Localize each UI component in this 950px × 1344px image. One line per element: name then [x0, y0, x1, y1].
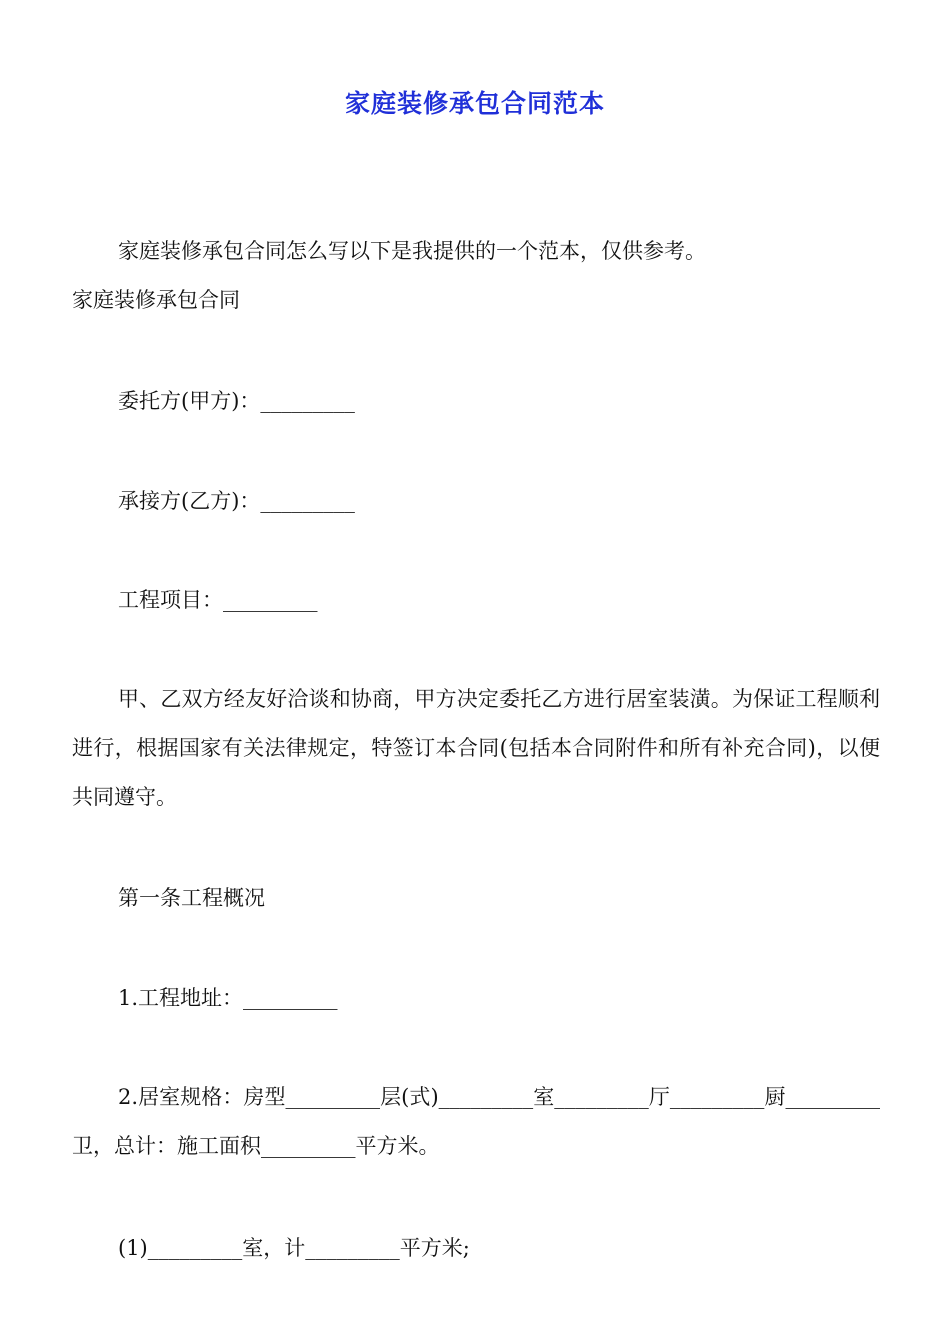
party-b-line: 承接方(乙方)：_________	[118, 489, 355, 513]
intro-paragraph: 家庭装修承包合同怎么写以下是我提供的一个范本，仅供参考。	[118, 239, 706, 263]
project-line: 工程项目：_________	[118, 588, 318, 612]
room-sub-item-1: (1)_________室，计_________平方米;	[118, 1236, 470, 1260]
address-line: 1.工程地址：_________	[118, 986, 338, 1010]
party-a-line: 委托方(甲方)：_________	[118, 389, 355, 413]
room-spec-paragraph: 2.居室规格：房型_________层(式)_________室_________厅_________厨_________卫，总计：施工面积_________平方米。	[72, 1085, 880, 1158]
document-title: 家庭装修承包合同范本	[344, 89, 605, 118]
contract-heading: 家庭装修承包合同	[72, 288, 240, 312]
article-1-title: 第一条工程概况	[118, 886, 265, 910]
preamble-paragraph: 甲、乙双方经友好洽谈和协商，甲方决定委托乙方进行居室装潢。为保证工程顺利进行，根据国家有关法律规定，特签订本合同(包括本合同附件和所有补充合同)，以便共同遵守。	[72, 687, 880, 809]
